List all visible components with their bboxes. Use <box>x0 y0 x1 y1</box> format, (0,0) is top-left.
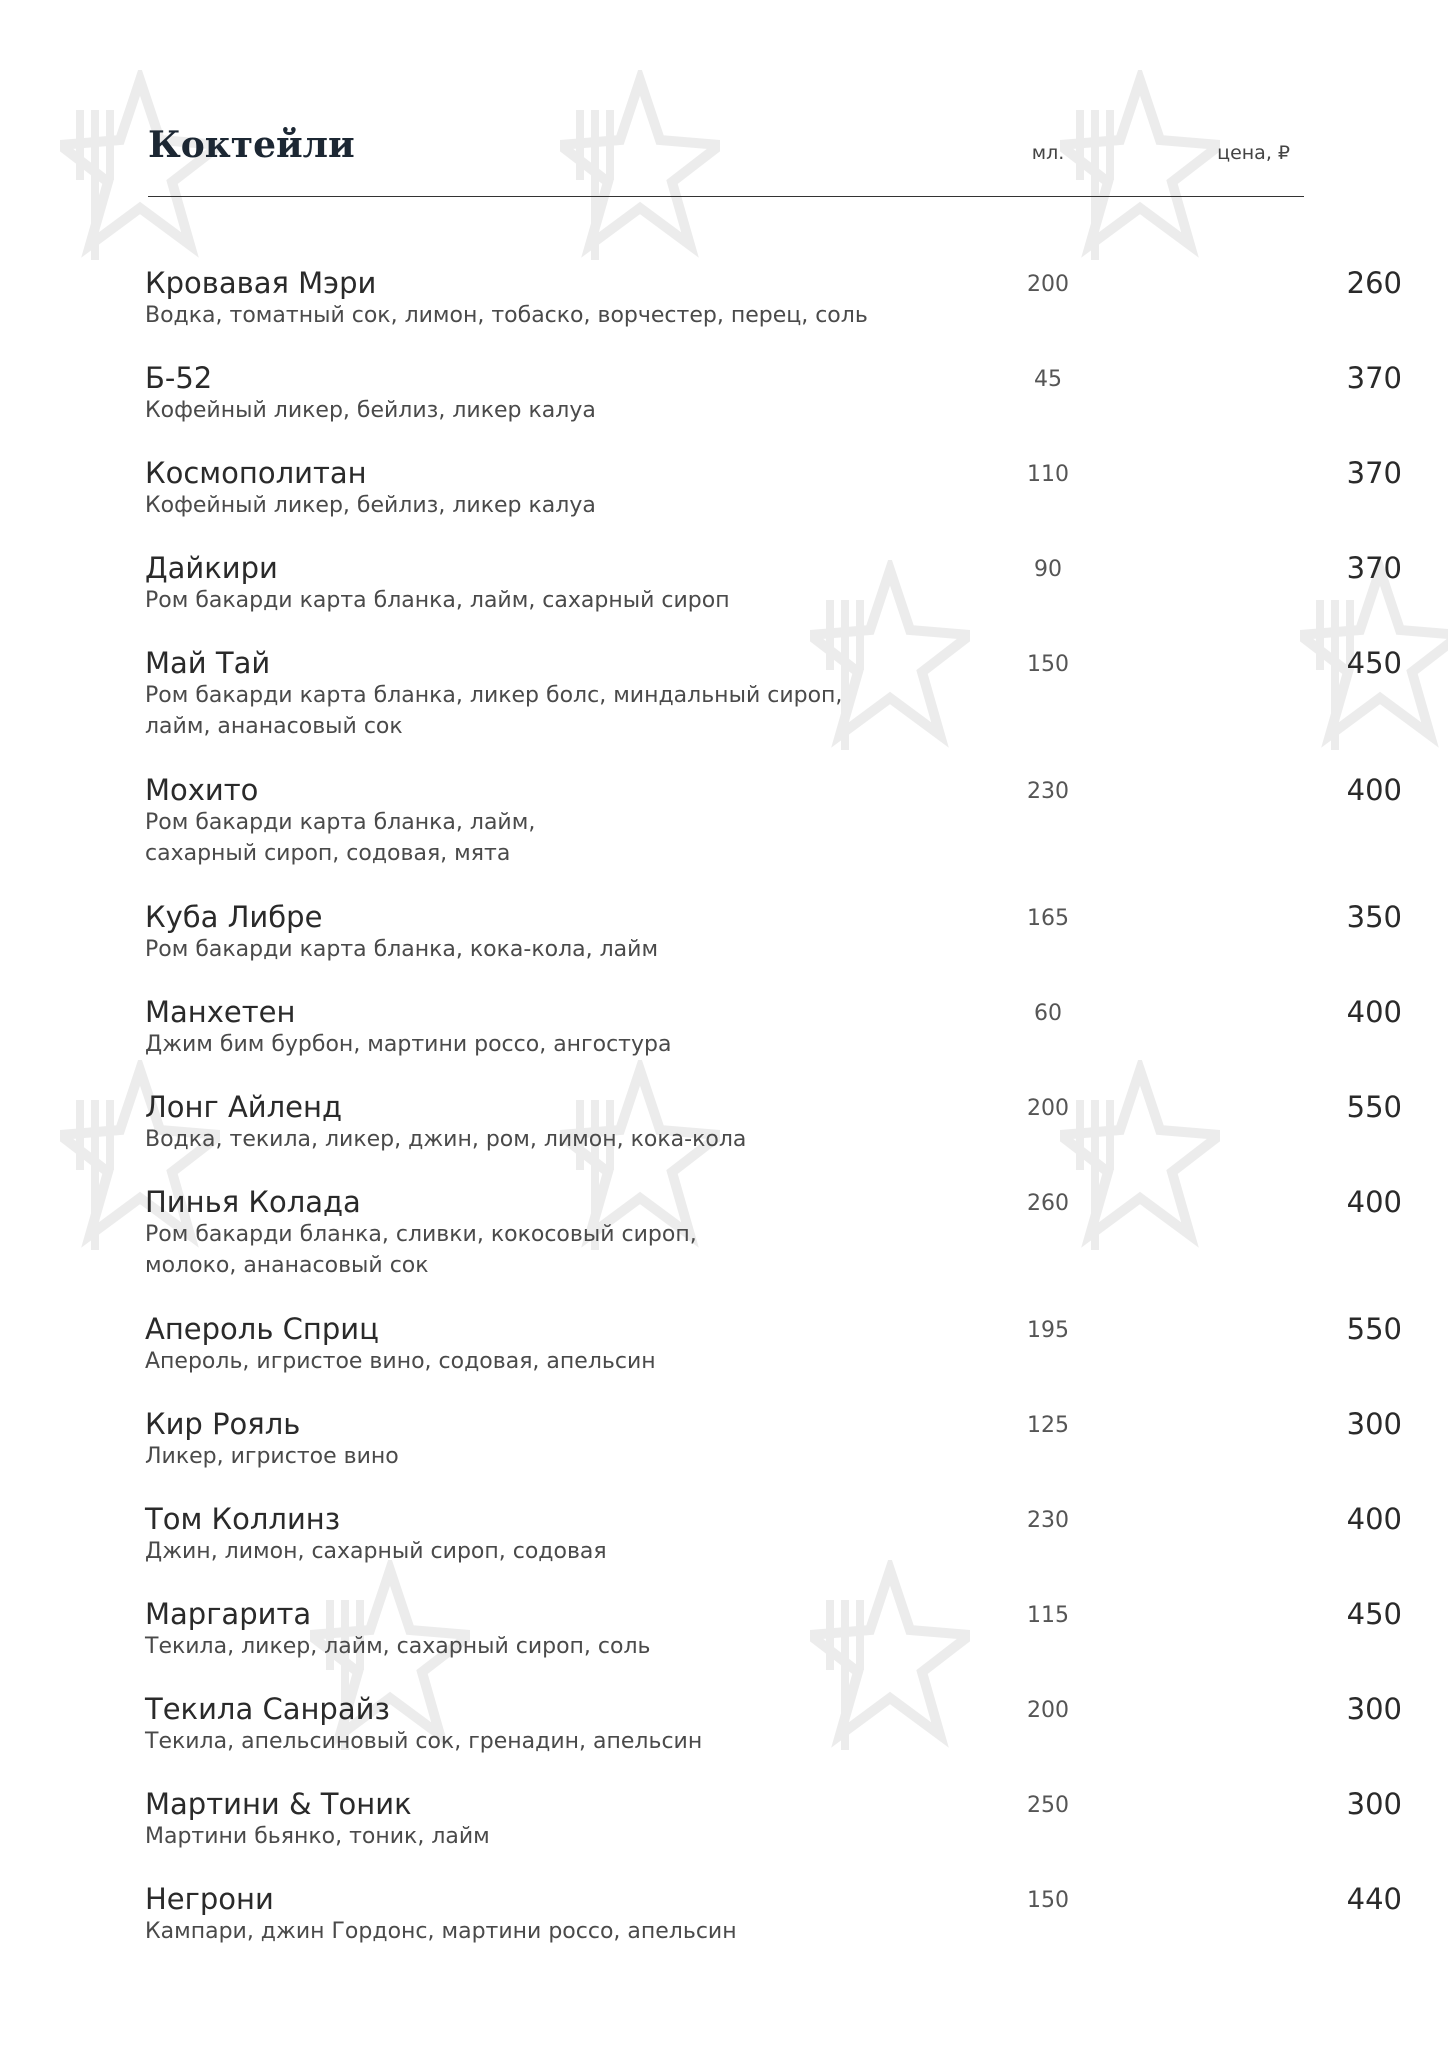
item-price: 260 <box>1346 266 1402 300</box>
menu-item <box>145 1691 1402 1757</box>
item-name: Текила Санрайз <box>145 1692 390 1726</box>
item-price: 350 <box>1346 900 1402 934</box>
item-name: Пинья Колада <box>145 1185 361 1219</box>
item-price: 300 <box>1346 1787 1402 1821</box>
item-description-line: Джин, лимон, сахарный сироп, содовая <box>145 1539 607 1564</box>
item-volume: 115 <box>1027 1603 1069 1628</box>
item-description-line: Водка, текила, ликер, джин, ром, лимон, кока-кола <box>145 1127 747 1152</box>
item-name: Негрони <box>145 1882 274 1916</box>
item-price: 400 <box>1346 1502 1402 1536</box>
item-price: 450 <box>1346 1597 1402 1631</box>
menu-item <box>145 994 1402 1060</box>
header-divider <box>148 196 1304 197</box>
item-volume: 60 <box>1034 1001 1062 1026</box>
item-description <box>145 1726 865 1757</box>
menu-item <box>145 1184 1402 1281</box>
item-name: Б-52 <box>145 361 213 395</box>
item-name: Маргарита <box>145 1597 312 1631</box>
item-price: 450 <box>1346 646 1402 680</box>
item-description-line: лайм, ананасовый сок <box>145 714 403 739</box>
item-volume: 260 <box>1027 1191 1069 1216</box>
item-description-line: Текила, апельсиновый сок, гренадин, апельсин <box>145 1729 703 1754</box>
item-name: Мохито <box>145 773 259 807</box>
item-volume: 195 <box>1027 1318 1069 1343</box>
item-description-line: Мартини бьянко, тоник, лайм <box>145 1824 490 1849</box>
item-price: 400 <box>1346 995 1402 1029</box>
item-description-line: Кофейный ликер, бейлиз, ликер калуа <box>145 398 596 423</box>
item-description-line: Ром бакарди карта бланка, кока-кола, лайм <box>145 937 659 962</box>
item-description <box>145 1631 865 1662</box>
item-description-line: Ром бакарди карта бланка, ликер болс, миндальный сироп, <box>145 683 843 708</box>
item-name: Мартини & Тоник <box>145 1787 412 1821</box>
item-name: Дайкири <box>145 551 278 585</box>
item-name: Кровавая Мэри <box>145 266 377 300</box>
menu-item <box>145 772 1402 869</box>
item-volume: 200 <box>1027 1096 1069 1121</box>
item-description <box>145 1916 865 1947</box>
item-description-line: Текила, ликер, лайм, сахарный сироп, соль <box>145 1634 651 1659</box>
item-description-line: Ром бакарди карта бланка, лайм, <box>145 810 536 835</box>
item-description <box>145 1219 865 1281</box>
item-price: 440 <box>1346 1882 1402 1916</box>
item-name: Лонг Айленд <box>145 1090 343 1124</box>
item-description-line: сахарный сироп, содовая, мята <box>145 841 511 866</box>
item-description <box>145 1029 865 1060</box>
item-description <box>145 807 865 869</box>
menu-item <box>145 1089 1402 1155</box>
item-price: 370 <box>1346 361 1402 395</box>
item-name: Апероль Сприц <box>145 1312 379 1346</box>
item-description-line: Кофейный ликер, бейлиз, ликер калуа <box>145 493 596 518</box>
item-description-line: Кампари, джин Гордонс, мартини россо, апельсин <box>145 1919 737 1944</box>
item-price: 300 <box>1346 1692 1402 1726</box>
menu-item <box>145 1406 1402 1472</box>
menu-item <box>145 360 1402 426</box>
item-description-line: Апероль, игристое вино, содовая, апельсин <box>145 1349 656 1374</box>
item-name: Том Коллинз <box>145 1502 341 1536</box>
price-column-header: цена, ₽ <box>1217 142 1290 164</box>
item-description-line: Ром бакарди карта бланка, лайм, сахарный сироп <box>145 588 730 613</box>
item-volume: 90 <box>1034 557 1062 582</box>
item-volume: 45 <box>1034 367 1062 392</box>
item-description <box>145 490 865 521</box>
item-description <box>145 934 865 965</box>
menu-item <box>145 1311 1402 1377</box>
item-price: 370 <box>1346 456 1402 490</box>
item-volume: 150 <box>1027 1888 1069 1913</box>
item-description-line: Джим бим бурбон, мартини россо, ангостура <box>145 1032 672 1057</box>
menu-item <box>145 899 1402 965</box>
menu-item <box>145 1596 1402 1662</box>
item-description-line: Ликер, игристое вино <box>145 1444 399 1469</box>
item-name: Космополитан <box>145 456 367 490</box>
item-name: Куба Либре <box>145 900 323 934</box>
menu-item <box>145 455 1402 521</box>
item-description <box>145 300 868 331</box>
item-description <box>145 1441 865 1472</box>
item-price: 400 <box>1346 1185 1402 1219</box>
item-volume: 165 <box>1027 906 1069 931</box>
menu-item <box>145 1881 1402 1947</box>
item-description <box>145 1821 865 1852</box>
item-price: 370 <box>1346 551 1402 585</box>
menu-item <box>145 1786 1402 1852</box>
item-description-line: Ром бакарди бланка, сливки, кокосовый сироп, <box>145 1222 697 1247</box>
item-price: 300 <box>1346 1407 1402 1441</box>
item-description <box>145 1124 865 1155</box>
menu-item <box>145 645 1402 742</box>
item-description <box>145 1536 865 1567</box>
item-description-line: молоко, ананасовый сок <box>145 1253 429 1278</box>
item-volume: 230 <box>1027 1508 1069 1533</box>
volume-column-header: мл. <box>1031 142 1065 164</box>
item-volume: 200 <box>1027 1698 1069 1723</box>
item-description <box>145 585 865 616</box>
item-description <box>145 1346 865 1377</box>
menu-item <box>145 550 1402 616</box>
item-price: 550 <box>1346 1090 1402 1124</box>
item-name: Май Тай <box>145 646 271 680</box>
item-volume: 230 <box>1027 779 1069 804</box>
menu-item <box>145 1501 1402 1567</box>
item-volume: 250 <box>1027 1793 1069 1818</box>
item-description-line: Водка, томатный сок, лимон, тобаско, ворчестер, перец, соль <box>145 303 868 328</box>
page-title: Коктейли <box>148 124 355 166</box>
item-name: Манхетен <box>145 995 296 1029</box>
menu-item <box>145 265 1402 331</box>
item-volume: 150 <box>1027 652 1069 677</box>
item-price: 550 <box>1346 1312 1402 1346</box>
item-description <box>145 395 865 426</box>
item-price: 400 <box>1346 773 1402 807</box>
item-name: Кир Рояль <box>145 1407 301 1441</box>
item-volume: 110 <box>1027 462 1069 487</box>
item-volume: 200 <box>1027 272 1069 297</box>
item-volume: 125 <box>1027 1413 1069 1438</box>
item-description <box>145 680 865 742</box>
